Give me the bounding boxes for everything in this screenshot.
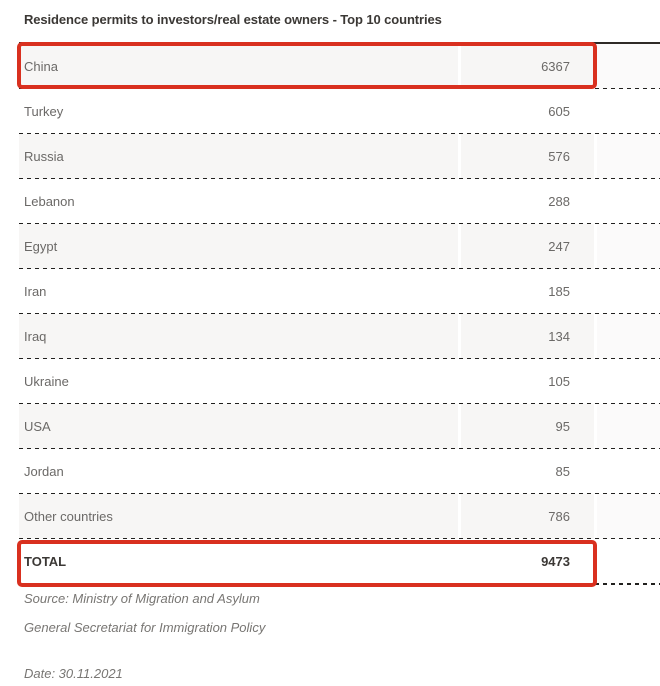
country-cell: Turkey [19, 89, 458, 134]
filler-cell [597, 44, 660, 89]
table-row [19, 89, 660, 134]
country-cell: Russia [19, 134, 458, 179]
filler-cell [597, 224, 660, 269]
filler-cell [597, 449, 660, 494]
country-cell: China [19, 44, 458, 89]
value-cell: 95 [461, 404, 594, 449]
value-cell: 605 [461, 89, 594, 134]
filler-cell [597, 314, 660, 359]
filler-cell [597, 134, 660, 179]
table-row [19, 134, 660, 179]
value-cell: 247 [461, 224, 594, 269]
value-cell: 6367 [461, 44, 594, 89]
filler-cell [597, 494, 660, 539]
table-row [19, 314, 660, 359]
value-cell: 185 [461, 269, 594, 314]
source-line-1: Source: Ministry of Migration and Asylum [24, 591, 260, 606]
country-cell: Iran [19, 269, 458, 314]
filler-cell [597, 404, 660, 449]
table-row [19, 44, 660, 89]
country-cell: USA [19, 404, 458, 449]
table-row [19, 404, 660, 449]
table-row [19, 449, 660, 494]
filler-cell [597, 539, 660, 584]
permits-table [19, 42, 660, 584]
country-cell: Lebanon [19, 179, 458, 224]
value-cell: 134 [461, 314, 594, 359]
table-row [19, 179, 660, 224]
source-line-2: General Secretariat for Immigration Policy [24, 620, 266, 635]
total-label-cell: TOTAL [19, 539, 458, 584]
filler-cell [597, 89, 660, 134]
page-title: Residence permits to investors/real estate owners - Top 10 countries [24, 12, 442, 27]
table-row [19, 359, 660, 404]
table-row [19, 494, 660, 539]
total-value-cell: 9473 [461, 539, 594, 584]
value-cell: 85 [461, 449, 594, 494]
filler-cell [597, 179, 660, 224]
value-cell: 105 [461, 359, 594, 404]
table-row [19, 269, 660, 314]
country-cell: Egypt [19, 224, 458, 269]
country-cell: Jordan [19, 449, 458, 494]
country-cell: Iraq [19, 314, 458, 359]
filler-cell [597, 359, 660, 404]
value-cell: 576 [461, 134, 594, 179]
value-cell: 288 [461, 179, 594, 224]
table-row-total [19, 539, 660, 584]
country-cell: Other countries [19, 494, 458, 539]
value-cell: 786 [461, 494, 594, 539]
date-line: Date: 30.11.2021 [24, 666, 123, 681]
table-row [19, 224, 660, 269]
filler-cell [597, 269, 660, 314]
country-cell: Ukraine [19, 359, 458, 404]
